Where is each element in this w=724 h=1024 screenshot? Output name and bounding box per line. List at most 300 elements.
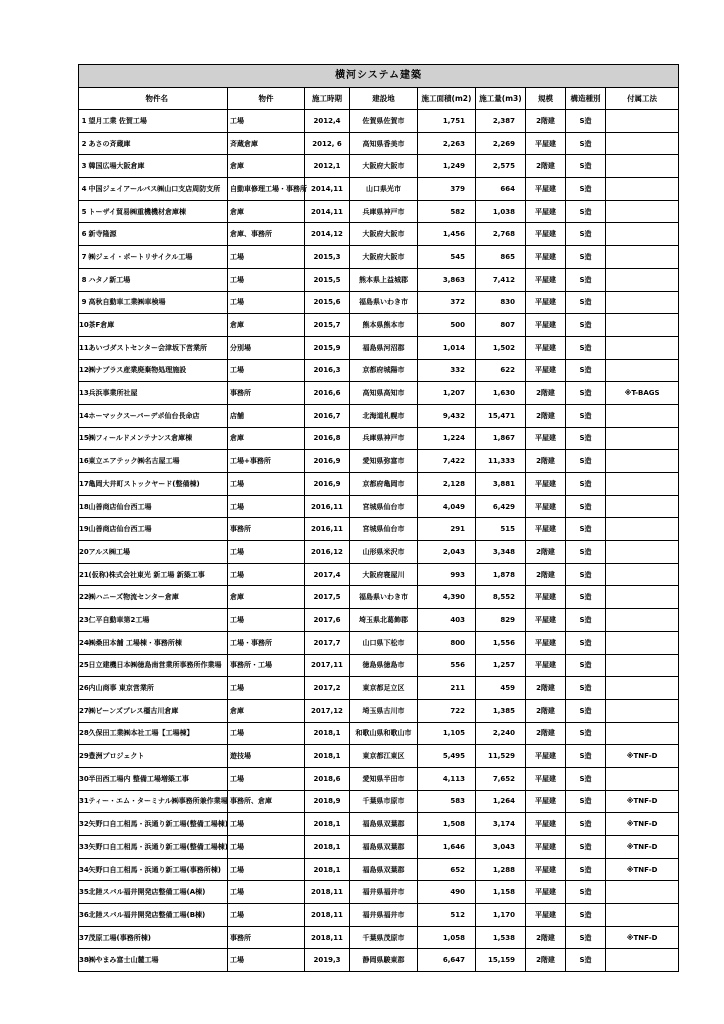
scale-cell: 平屋建 xyxy=(526,495,566,518)
scale-cell: 平屋建 xyxy=(526,881,566,904)
row-index-cell: 27 xyxy=(79,699,88,722)
structure-cell: S造 xyxy=(566,518,606,541)
period-cell: 2016,11 xyxy=(305,495,350,518)
property-type-cell: 工場 xyxy=(228,110,305,133)
structure-cell: S造 xyxy=(566,586,606,609)
structure-cell: S造 xyxy=(566,427,606,450)
location-cell: 高知県香美市 xyxy=(350,132,418,155)
property-type-cell: 工場 xyxy=(228,609,305,632)
method-cell xyxy=(606,541,679,564)
structure-cell: S造 xyxy=(566,336,606,359)
volume-cell: 2,768 xyxy=(476,223,526,246)
location-cell: 福井県福井市 xyxy=(350,904,418,927)
location-cell: 宮城県仙台市 xyxy=(350,495,418,518)
structure-cell: S造 xyxy=(566,654,606,677)
area-cell: 211 xyxy=(418,677,476,700)
table-row xyxy=(79,790,679,813)
property-name-cell: 韓国広場大阪倉庫 xyxy=(88,155,228,178)
property-name-cell: 矢野口自工相馬・浜通り新工場(整備工場棟) xyxy=(88,813,228,836)
structure-cell: S造 xyxy=(566,836,606,859)
property-type-cell: 工場 xyxy=(228,858,305,881)
period-cell: 2015,5 xyxy=(305,268,350,291)
row-index-cell: 17 xyxy=(79,473,88,496)
header-period: 施工時期 xyxy=(305,88,350,110)
table-row xyxy=(79,450,679,473)
method-cell xyxy=(606,404,679,427)
property-type-cell: 倉庫 xyxy=(228,314,305,337)
structure-cell: S造 xyxy=(566,904,606,927)
property-name-cell: 内山商事 東京営業所 xyxy=(88,677,228,700)
property-type-cell: 工場 xyxy=(228,563,305,586)
header-property-type: 物件 xyxy=(228,88,305,110)
period-cell: 2016,7 xyxy=(305,404,350,427)
method-cell xyxy=(606,518,679,541)
table-row xyxy=(79,246,679,269)
table-body xyxy=(79,110,679,972)
scale-cell: 平屋建 xyxy=(526,314,566,337)
property-name-cell: ㈱ジェイ・ポートリサイクル工場 xyxy=(88,246,228,269)
area-cell: 2,043 xyxy=(418,541,476,564)
property-name-cell: 中国ジェイアールバス㈱山口支店周防支所 xyxy=(88,178,228,201)
volume-cell: 1,158 xyxy=(476,881,526,904)
row-index-cell: 35 xyxy=(79,881,88,904)
method-cell xyxy=(606,200,679,223)
table-row xyxy=(79,654,679,677)
scale-cell: 2階建 xyxy=(526,722,566,745)
structure-cell: S造 xyxy=(566,722,606,745)
period-cell: 2015,7 xyxy=(305,314,350,337)
volume-cell: 3,174 xyxy=(476,813,526,836)
volume-cell: 11,333 xyxy=(476,450,526,473)
location-cell: 徳島県徳島市 xyxy=(350,654,418,677)
scale-cell: 2階建 xyxy=(526,110,566,133)
structure-cell: S造 xyxy=(566,541,606,564)
scale-cell: 2階建 xyxy=(526,949,566,972)
row-index-cell: 37 xyxy=(79,926,88,949)
method-cell: ※TNF-D xyxy=(606,858,679,881)
row-index-cell: 11 xyxy=(79,336,88,359)
property-name-cell: 矢野口自工相馬・浜通り新工場(整備工場棟) xyxy=(88,836,228,859)
method-cell xyxy=(606,223,679,246)
property-name-cell: ハタノ新工場 xyxy=(88,268,228,291)
location-cell: 東京都足立区 xyxy=(350,677,418,700)
period-cell: 2017,11 xyxy=(305,654,350,677)
scale-cell: 平屋建 xyxy=(526,858,566,881)
area-cell: 722 xyxy=(418,699,476,722)
row-index-cell: 20 xyxy=(79,541,88,564)
scale-cell: 平屋建 xyxy=(526,132,566,155)
area-cell: 1,646 xyxy=(418,836,476,859)
property-type-cell: 倉庫 xyxy=(228,699,305,722)
area-cell: 582 xyxy=(418,200,476,223)
property-name-cell: 日立建機日本㈱徳島南営業所事務所作業場 xyxy=(88,654,228,677)
period-cell: 2018,11 xyxy=(305,904,350,927)
property-name-cell: ホーマックスーパーデポ仙台長命店 xyxy=(88,404,228,427)
property-name-cell: 東立エアテック㈱名古屋工場 xyxy=(88,450,228,473)
location-cell: 山口県下松市 xyxy=(350,631,418,654)
location-cell: 熊本県上益城郡 xyxy=(350,268,418,291)
property-name-cell: 矢野口自工相馬・浜通り新工場(事務所棟) xyxy=(88,858,228,881)
period-cell: 2017,7 xyxy=(305,631,350,654)
location-cell: 山口県光市 xyxy=(350,178,418,201)
volume-cell: 1,630 xyxy=(476,382,526,405)
property-name-cell: ㈱やまみ富士山麓工場 xyxy=(88,949,228,972)
property-name-cell: 山善商店仙台西工場 xyxy=(88,495,228,518)
row-index-cell: 16 xyxy=(79,450,88,473)
method-cell xyxy=(606,178,679,201)
method-cell xyxy=(606,495,679,518)
property-name-cell: 亀岡大井町ストックヤード(整備棟) xyxy=(88,473,228,496)
area-cell: 4,390 xyxy=(418,586,476,609)
property-type-cell: 事務所 xyxy=(228,518,305,541)
location-cell: 福島県双葉郡 xyxy=(350,836,418,859)
table-row xyxy=(79,110,679,133)
row-index-cell: 12 xyxy=(79,359,88,382)
structure-cell: S造 xyxy=(566,677,606,700)
period-cell: 2017,5 xyxy=(305,586,350,609)
table-row xyxy=(79,677,679,700)
structure-cell: S造 xyxy=(566,291,606,314)
area-cell: 512 xyxy=(418,904,476,927)
row-index-cell: 25 xyxy=(79,654,88,677)
location-cell: 千葉県茂原市 xyxy=(350,926,418,949)
property-name-cell: ティー・エム・ターミナル㈱事務所兼作業場 xyxy=(88,790,228,813)
structure-cell: S造 xyxy=(566,110,606,133)
area-cell: 9,432 xyxy=(418,404,476,427)
location-cell: 京都府城陽市 xyxy=(350,359,418,382)
area-cell: 583 xyxy=(418,790,476,813)
row-index-cell: 31 xyxy=(79,790,88,813)
location-cell: 山形県米沢市 xyxy=(350,541,418,564)
method-cell xyxy=(606,767,679,790)
property-name-cell: (仮称)株式会社東光 新工場 新築工事 xyxy=(88,563,228,586)
period-cell: 2012,4 xyxy=(305,110,350,133)
property-type-cell: 工場 xyxy=(228,246,305,269)
area-cell: 1,224 xyxy=(418,427,476,450)
structure-cell: S造 xyxy=(566,132,606,155)
property-type-cell: 倉庫 xyxy=(228,200,305,223)
period-cell: 2014,12 xyxy=(305,223,350,246)
row-index-cell: 14 xyxy=(79,404,88,427)
area-cell: 1,751 xyxy=(418,110,476,133)
property-name-cell: 茶F倉庫 xyxy=(88,314,228,337)
area-cell: 545 xyxy=(418,246,476,269)
area-cell: 379 xyxy=(418,178,476,201)
volume-cell: 1,038 xyxy=(476,200,526,223)
volume-cell: 8,552 xyxy=(476,586,526,609)
method-cell: ※TNF-D xyxy=(606,790,679,813)
scale-cell: 平屋建 xyxy=(526,178,566,201)
scale-cell: 2階建 xyxy=(526,699,566,722)
property-name-cell: 山善商店仙台西工場 xyxy=(88,518,228,541)
volume-cell: 1,502 xyxy=(476,336,526,359)
property-type-cell: 工場 xyxy=(228,359,305,382)
method-cell xyxy=(606,949,679,972)
volume-cell: 3,348 xyxy=(476,541,526,564)
property-name-cell: ㈱ナプラス産業廃棄物処理施設 xyxy=(88,359,228,382)
table-row xyxy=(79,836,679,859)
location-cell: 大阪府寝屋川 xyxy=(350,563,418,586)
structure-cell: S造 xyxy=(566,926,606,949)
row-index-cell: 33 xyxy=(79,836,88,859)
property-type-cell: 工場 xyxy=(228,677,305,700)
construction-record-table xyxy=(78,64,679,972)
property-name-cell: 仁平自動車第2工場 xyxy=(88,609,228,632)
row-index-cell: 3 xyxy=(79,155,88,178)
table-row xyxy=(79,745,679,768)
period-cell: 2017,2 xyxy=(305,677,350,700)
area-cell: 332 xyxy=(418,359,476,382)
scale-cell: 平屋建 xyxy=(526,790,566,813)
property-name-cell: 茂原工場(事務所棟) xyxy=(88,926,228,949)
method-cell xyxy=(606,246,679,269)
location-cell: 宮城県仙台市 xyxy=(350,518,418,541)
area-cell: 993 xyxy=(418,563,476,586)
property-name-cell: あいづダストセンター会津坂下営業所 xyxy=(88,336,228,359)
property-name-cell: 高秋自動車工業㈱車検場 xyxy=(88,291,228,314)
page-title: 横河システム建築 xyxy=(79,65,679,88)
property-name-cell: 豊洲プロジェクト xyxy=(88,745,228,768)
table-row xyxy=(79,427,679,450)
location-cell: 福島県河沼郡 xyxy=(350,336,418,359)
method-cell: ※TNF-D xyxy=(606,926,679,949)
period-cell: 2016,12 xyxy=(305,541,350,564)
table-row xyxy=(79,813,679,836)
volume-cell: 1,385 xyxy=(476,699,526,722)
scale-cell: 平屋建 xyxy=(526,609,566,632)
volume-cell: 11,529 xyxy=(476,745,526,768)
volume-cell: 1,878 xyxy=(476,563,526,586)
scale-cell: 平屋建 xyxy=(526,745,566,768)
scale-cell: 2階建 xyxy=(526,541,566,564)
method-cell xyxy=(606,359,679,382)
table-row xyxy=(79,132,679,155)
scale-cell: 2階建 xyxy=(526,677,566,700)
volume-cell: 2,387 xyxy=(476,110,526,133)
row-index-cell: 24 xyxy=(79,631,88,654)
volume-cell: 2,240 xyxy=(476,722,526,745)
volume-cell: 807 xyxy=(476,314,526,337)
period-cell: 2018,1 xyxy=(305,745,350,768)
row-index-cell: 23 xyxy=(79,609,88,632)
structure-cell: S造 xyxy=(566,382,606,405)
method-cell xyxy=(606,654,679,677)
scale-cell: 平屋建 xyxy=(526,473,566,496)
area-cell: 372 xyxy=(418,291,476,314)
structure-cell: S造 xyxy=(566,359,606,382)
period-cell: 2014,11 xyxy=(305,200,350,223)
table-row xyxy=(79,949,679,972)
row-index-cell: 36 xyxy=(79,904,88,927)
volume-cell: 6,429 xyxy=(476,495,526,518)
method-cell: ※TNF-D xyxy=(606,813,679,836)
property-type-cell: 工場 xyxy=(228,949,305,972)
period-cell: 2018,1 xyxy=(305,836,350,859)
structure-cell: S造 xyxy=(566,813,606,836)
header-index xyxy=(79,88,88,110)
location-cell: 大阪府大阪市 xyxy=(350,155,418,178)
scale-cell: 平屋建 xyxy=(526,654,566,677)
table-row xyxy=(79,291,679,314)
location-cell: 福島県双葉郡 xyxy=(350,813,418,836)
structure-cell: S造 xyxy=(566,178,606,201)
location-cell: 兵庫県神戸市 xyxy=(350,427,418,450)
method-cell xyxy=(606,722,679,745)
property-type-cell: 事務所・工場 xyxy=(228,654,305,677)
table-row xyxy=(79,200,679,223)
volume-cell: 7,412 xyxy=(476,268,526,291)
location-cell: 京都府亀岡市 xyxy=(350,473,418,496)
row-index-cell: 34 xyxy=(79,858,88,881)
table-row xyxy=(79,881,679,904)
property-type-cell: 事務所、倉庫 xyxy=(228,790,305,813)
row-index-cell: 9 xyxy=(79,291,88,314)
table-row xyxy=(79,541,679,564)
area-cell: 800 xyxy=(418,631,476,654)
scale-cell: 2階建 xyxy=(526,450,566,473)
volume-cell: 1,538 xyxy=(476,926,526,949)
method-cell: ※TNF-D xyxy=(606,836,679,859)
structure-cell: S造 xyxy=(566,314,606,337)
row-index-cell: 5 xyxy=(79,200,88,223)
location-cell: 熊本県熊本市 xyxy=(350,314,418,337)
row-index-cell: 28 xyxy=(79,722,88,745)
row-index-cell: 18 xyxy=(79,495,88,518)
structure-cell: S造 xyxy=(566,767,606,790)
table-row xyxy=(79,223,679,246)
table-row xyxy=(79,268,679,291)
structure-cell: S造 xyxy=(566,881,606,904)
row-index-cell: 13 xyxy=(79,382,88,405)
volume-cell: 15,159 xyxy=(476,949,526,972)
table-row xyxy=(79,699,679,722)
property-name-cell: 北陸スバル福井開発店整備工場(B棟) xyxy=(88,904,228,927)
table-row xyxy=(79,858,679,881)
scale-cell: 平屋建 xyxy=(526,767,566,790)
method-cell: ※T-BAGS xyxy=(606,382,679,405)
method-cell xyxy=(606,427,679,450)
row-index-cell: 7 xyxy=(79,246,88,269)
property-type-cell: 倉庫 xyxy=(228,586,305,609)
table-row xyxy=(79,404,679,427)
structure-cell: S造 xyxy=(566,223,606,246)
row-index-cell: 30 xyxy=(79,767,88,790)
row-index-cell: 19 xyxy=(79,518,88,541)
table-row xyxy=(79,631,679,654)
property-type-cell: 工場 xyxy=(228,767,305,790)
property-name-cell: ㈱ビーンズプレス橿古川倉庫 xyxy=(88,699,228,722)
location-cell: 佐賀県佐賀市 xyxy=(350,110,418,133)
scale-cell: 平屋建 xyxy=(526,291,566,314)
method-cell xyxy=(606,609,679,632)
volume-cell: 3,881 xyxy=(476,473,526,496)
area-cell: 1,249 xyxy=(418,155,476,178)
area-cell: 556 xyxy=(418,654,476,677)
method-cell xyxy=(606,473,679,496)
area-cell: 1,508 xyxy=(418,813,476,836)
header-row xyxy=(79,88,679,110)
scale-cell: 2階建 xyxy=(526,155,566,178)
area-cell: 403 xyxy=(418,609,476,632)
row-index-cell: 15 xyxy=(79,427,88,450)
property-type-cell: 工場+事務所 xyxy=(228,450,305,473)
period-cell: 2018,9 xyxy=(305,790,350,813)
table-row xyxy=(79,495,679,518)
area-cell: 1,456 xyxy=(418,223,476,246)
structure-cell: S造 xyxy=(566,631,606,654)
period-cell: 2019,3 xyxy=(305,949,350,972)
structure-cell: S造 xyxy=(566,790,606,813)
period-cell: 2018,11 xyxy=(305,881,350,904)
location-cell: 愛知県弥富市 xyxy=(350,450,418,473)
location-cell: 福島県双葉郡 xyxy=(350,858,418,881)
header-area: 施工面積(m2) xyxy=(418,88,476,110)
property-name-cell: 半田西工場内 整備工場増築工事 xyxy=(88,767,228,790)
structure-cell: S造 xyxy=(566,246,606,269)
location-cell: 埼玉県古川市 xyxy=(350,699,418,722)
table-row xyxy=(79,767,679,790)
volume-cell: 1,257 xyxy=(476,654,526,677)
volume-cell: 622 xyxy=(476,359,526,382)
table-row xyxy=(79,473,679,496)
volume-cell: 829 xyxy=(476,609,526,632)
period-cell: 2017,12 xyxy=(305,699,350,722)
structure-cell: S造 xyxy=(566,268,606,291)
row-index-cell: 6 xyxy=(79,223,88,246)
property-name-cell: 北陸スバル福井開発店整備工場(A棟) xyxy=(88,881,228,904)
method-cell xyxy=(606,132,679,155)
scale-cell: 平屋建 xyxy=(526,427,566,450)
header-volume: 施工量(m3) xyxy=(476,88,526,110)
row-index-cell: 2 xyxy=(79,132,88,155)
method-cell xyxy=(606,155,679,178)
row-index-cell: 21 xyxy=(79,563,88,586)
location-cell: 福島県いわき市 xyxy=(350,586,418,609)
structure-cell: S造 xyxy=(566,949,606,972)
period-cell: 2016,9 xyxy=(305,473,350,496)
table-row xyxy=(79,722,679,745)
location-cell: 東京都江東区 xyxy=(350,745,418,768)
structure-cell: S造 xyxy=(566,495,606,518)
structure-cell: S造 xyxy=(566,200,606,223)
table-row xyxy=(79,586,679,609)
location-cell: 大阪府大阪市 xyxy=(350,223,418,246)
area-cell: 2,263 xyxy=(418,132,476,155)
area-cell: 652 xyxy=(418,858,476,881)
method-cell xyxy=(606,631,679,654)
table-row xyxy=(79,904,679,927)
period-cell: 2017,4 xyxy=(305,563,350,586)
volume-cell: 830 xyxy=(476,291,526,314)
method-cell xyxy=(606,677,679,700)
area-cell: 291 xyxy=(418,518,476,541)
table-row xyxy=(79,336,679,359)
method-cell: ※TNF-D xyxy=(606,745,679,768)
structure-cell: S造 xyxy=(566,563,606,586)
scale-cell: 平屋建 xyxy=(526,586,566,609)
scale-cell: 平屋建 xyxy=(526,223,566,246)
method-cell xyxy=(606,268,679,291)
row-index-cell: 1 xyxy=(79,110,88,133)
volume-cell: 1,264 xyxy=(476,790,526,813)
location-cell: 愛知県半田市 xyxy=(350,767,418,790)
property-type-cell: 自動車修理工場・事務所 xyxy=(228,178,305,201)
table-row xyxy=(79,155,679,178)
method-cell xyxy=(606,881,679,904)
header-method: 付属工法 xyxy=(606,88,679,110)
scale-cell: 平屋建 xyxy=(526,904,566,927)
volume-cell: 515 xyxy=(476,518,526,541)
